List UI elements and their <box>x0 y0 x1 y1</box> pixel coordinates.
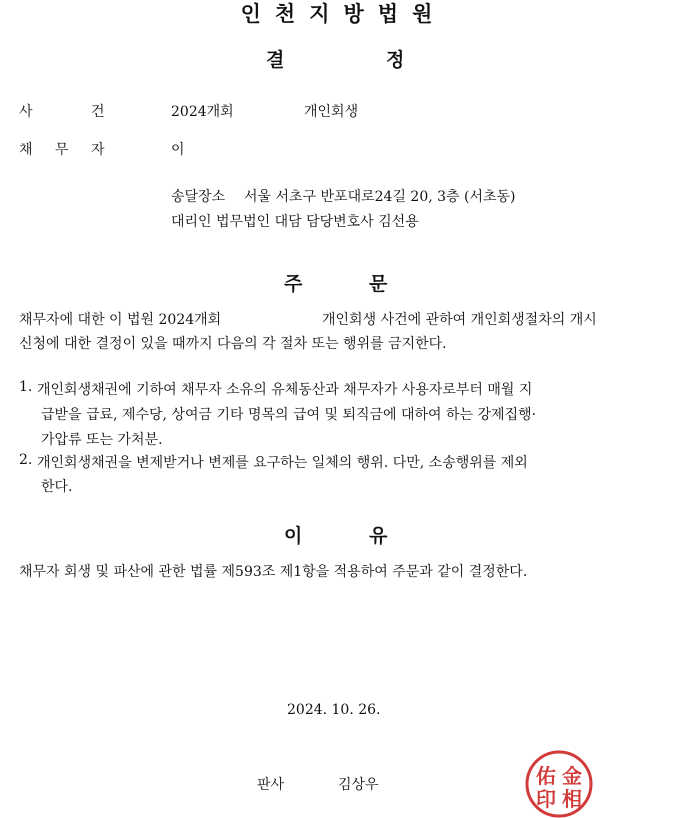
representative-value: 법무법인 대담 담당변호사 김선용 <box>216 214 419 230</box>
reason-heading-first-char: 이 <box>284 525 303 547</box>
order-paragraph-line-1b: 개인회생 사건에 관하여 개인회생절차의 개시 <box>322 312 597 328</box>
representative-label: 대리인 <box>171 214 212 230</box>
order-heading-first-char: 주 <box>284 273 303 295</box>
judge-name: 김상우 <box>338 777 379 793</box>
reason-heading-second-char: 유 <box>369 525 388 547</box>
debtor-label-char-2: 무 <box>55 142 69 158</box>
service-address-value: 서울 서초구 반포대로24길 20, 3층 (서초동) <box>244 189 516 205</box>
order-item-marker: 2. <box>19 452 33 468</box>
seal-char: 金 <box>562 764 582 788</box>
official-seal-icon <box>521 746 597 818</box>
judge-title: 판사 <box>257 777 285 793</box>
seal-char: 印 <box>536 787 556 811</box>
order-item-line: 한다. <box>41 479 73 495</box>
service-address-label: 송달장소 <box>171 189 226 205</box>
service-address-line <box>171 186 516 206</box>
order-item-line: 개인회생채권을 변제받거나 변제를 요구하는 일체의 행위. 다만, 소송행위를 제외 <box>37 455 528 471</box>
doc-title-second-char: 정 <box>386 49 405 71</box>
order-item-line: 가압류 또는 가처분. <box>41 432 163 448</box>
order-item-marker: 1. <box>19 379 33 395</box>
reason-text: 채무자 회생 및 파산에 관한 법률 제593조 제1항을 적용하여 주문과 같이 결정한다. <box>19 564 528 580</box>
order-item-line: 급받을 급료, 제수당, 상여금 기타 명목의 급여 및 퇴직금에 대하여 하는 강제집행· <box>41 407 537 423</box>
order-paragraph-line-2: 신청에 대한 결정이 있을 때까지 다음의 각 절차 또는 행위를 금지한다. <box>19 336 447 352</box>
case-number: 2024개회 <box>171 104 234 120</box>
debtor-label-char-1: 채 <box>19 142 33 158</box>
case-label-char-1: 사 <box>19 104 33 120</box>
seal-char: 佑 <box>536 764 556 788</box>
order-item-line: 개인회생채권에 기하여 채무자 소유의 유체동산과 채무자가 사용자로부터 매월 지 <box>37 382 533 398</box>
doc-title-first-char: 결 <box>266 49 285 71</box>
case-name: 개인회생 <box>304 104 359 120</box>
order-paragraph-line-1a: 채무자에 대한 이 법원 2024개회 <box>19 312 222 328</box>
seal-char: 相 <box>562 787 582 811</box>
decision-date: 2024. 10. 26. <box>287 702 381 718</box>
case-label-char-2: 건 <box>91 104 105 120</box>
representative-line <box>171 211 419 231</box>
debtor-name: 이 <box>171 142 185 158</box>
order-heading-second-char: 문 <box>369 273 388 295</box>
court-name: 인천지방법원 <box>240 2 447 26</box>
debtor-label-char-3: 자 <box>91 142 105 158</box>
